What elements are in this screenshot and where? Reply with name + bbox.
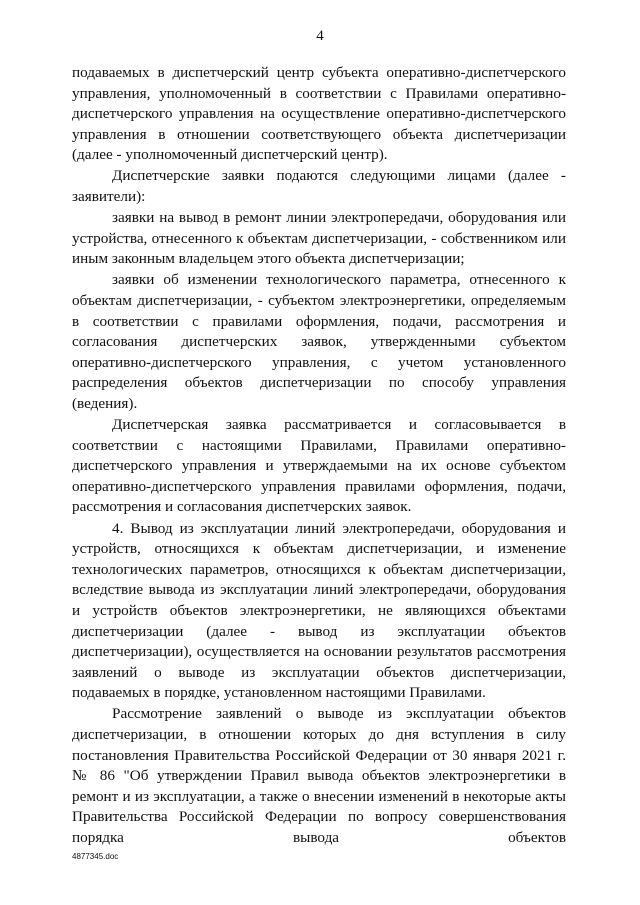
paragraph-4: заявки об изменении технологического параметра, отнесенного к объектам диспетчеризации, - субъектом электроэнергетики, определяемым в соответствии с правилами оформления, подачи, рассмотрения и согласования диспетчерских заявок, утвержденными субъектом оперативно-диспетчерского управления, с учетом установленного распределения объектов диспетчеризации по способу управления (ведения). <box>72 271 566 412</box>
paragraph-2: Диспетчерские заявки подаются следующими лицами (далее - заявители): <box>72 167 566 206</box>
paragraph-3: заявки на вывод в ремонт линии электропередачи, оборудования или устройства, отнесенного к объектам диспетчеризации, - собственником или иным законным владельцем этого объекта диспетчеризации; <box>72 209 566 268</box>
paragraph-5: Диспетчерская заявка рассматривается и согласовывается в соответствии с настоящими Правилами, Правилами оперативно-диспетчерского управления и утверждаемыми на их основе субъектом оперативно-диспетчерского управления правилами оформления, подачи, рассмотрения и согласования диспетчерских заявок. <box>72 416 566 516</box>
paragraph-7: Рассмотрение заявлений о выводе из эксплуатации объектов диспетчеризации, в отношении которых до дня вступления в силу постановления Правительства Российской Федерации от 30 января 2021 г. № 86 "Об утверждении Правил вывода объектов электроэнергетики в ремонт и из эксплуатации, а также о внесении изменений в некоторые акты Правительства Российской Федерации по вопросу совершенствования порядка вывода объектов <box>72 705 566 846</box>
paragraph-1: подаваемых в диспетчерский центр субъекта оперативно-диспетчерского управления, уполномоченный в соответствии с Правилами оперативно-диспетчерского управления на осуществление оперативно-диспетчерского управления в отношении соответствующего объекта диспетчеризации (далее - уполномоченный диспетчерский центр). <box>72 64 566 164</box>
page-number: 4 <box>316 28 324 44</box>
paragraph-6: 4. Вывод из эксплуатации линий электропередачи, оборудования и устройств, относящихся к объектам диспетчеризации, и изменение технологических параметров, относящихся к объектам диспетчеризации, вследствие вывода из эксплуатации линий электропередачи, оборудования и устройств объектов электроэнергетики, не являющихся объектами диспетчеризации (далее - вывод из эксплуатации объектов диспетчеризации), осуществляется на основании результатов рассмотрения заявлений о выводе из эксплуатации объектов диспетчеризации, подаваемых в порядке, установленном настоящими Правилами. <box>72 519 566 702</box>
footer-filename: 4877345.doc <box>72 852 119 861</box>
document-body <box>72 63 566 849</box>
